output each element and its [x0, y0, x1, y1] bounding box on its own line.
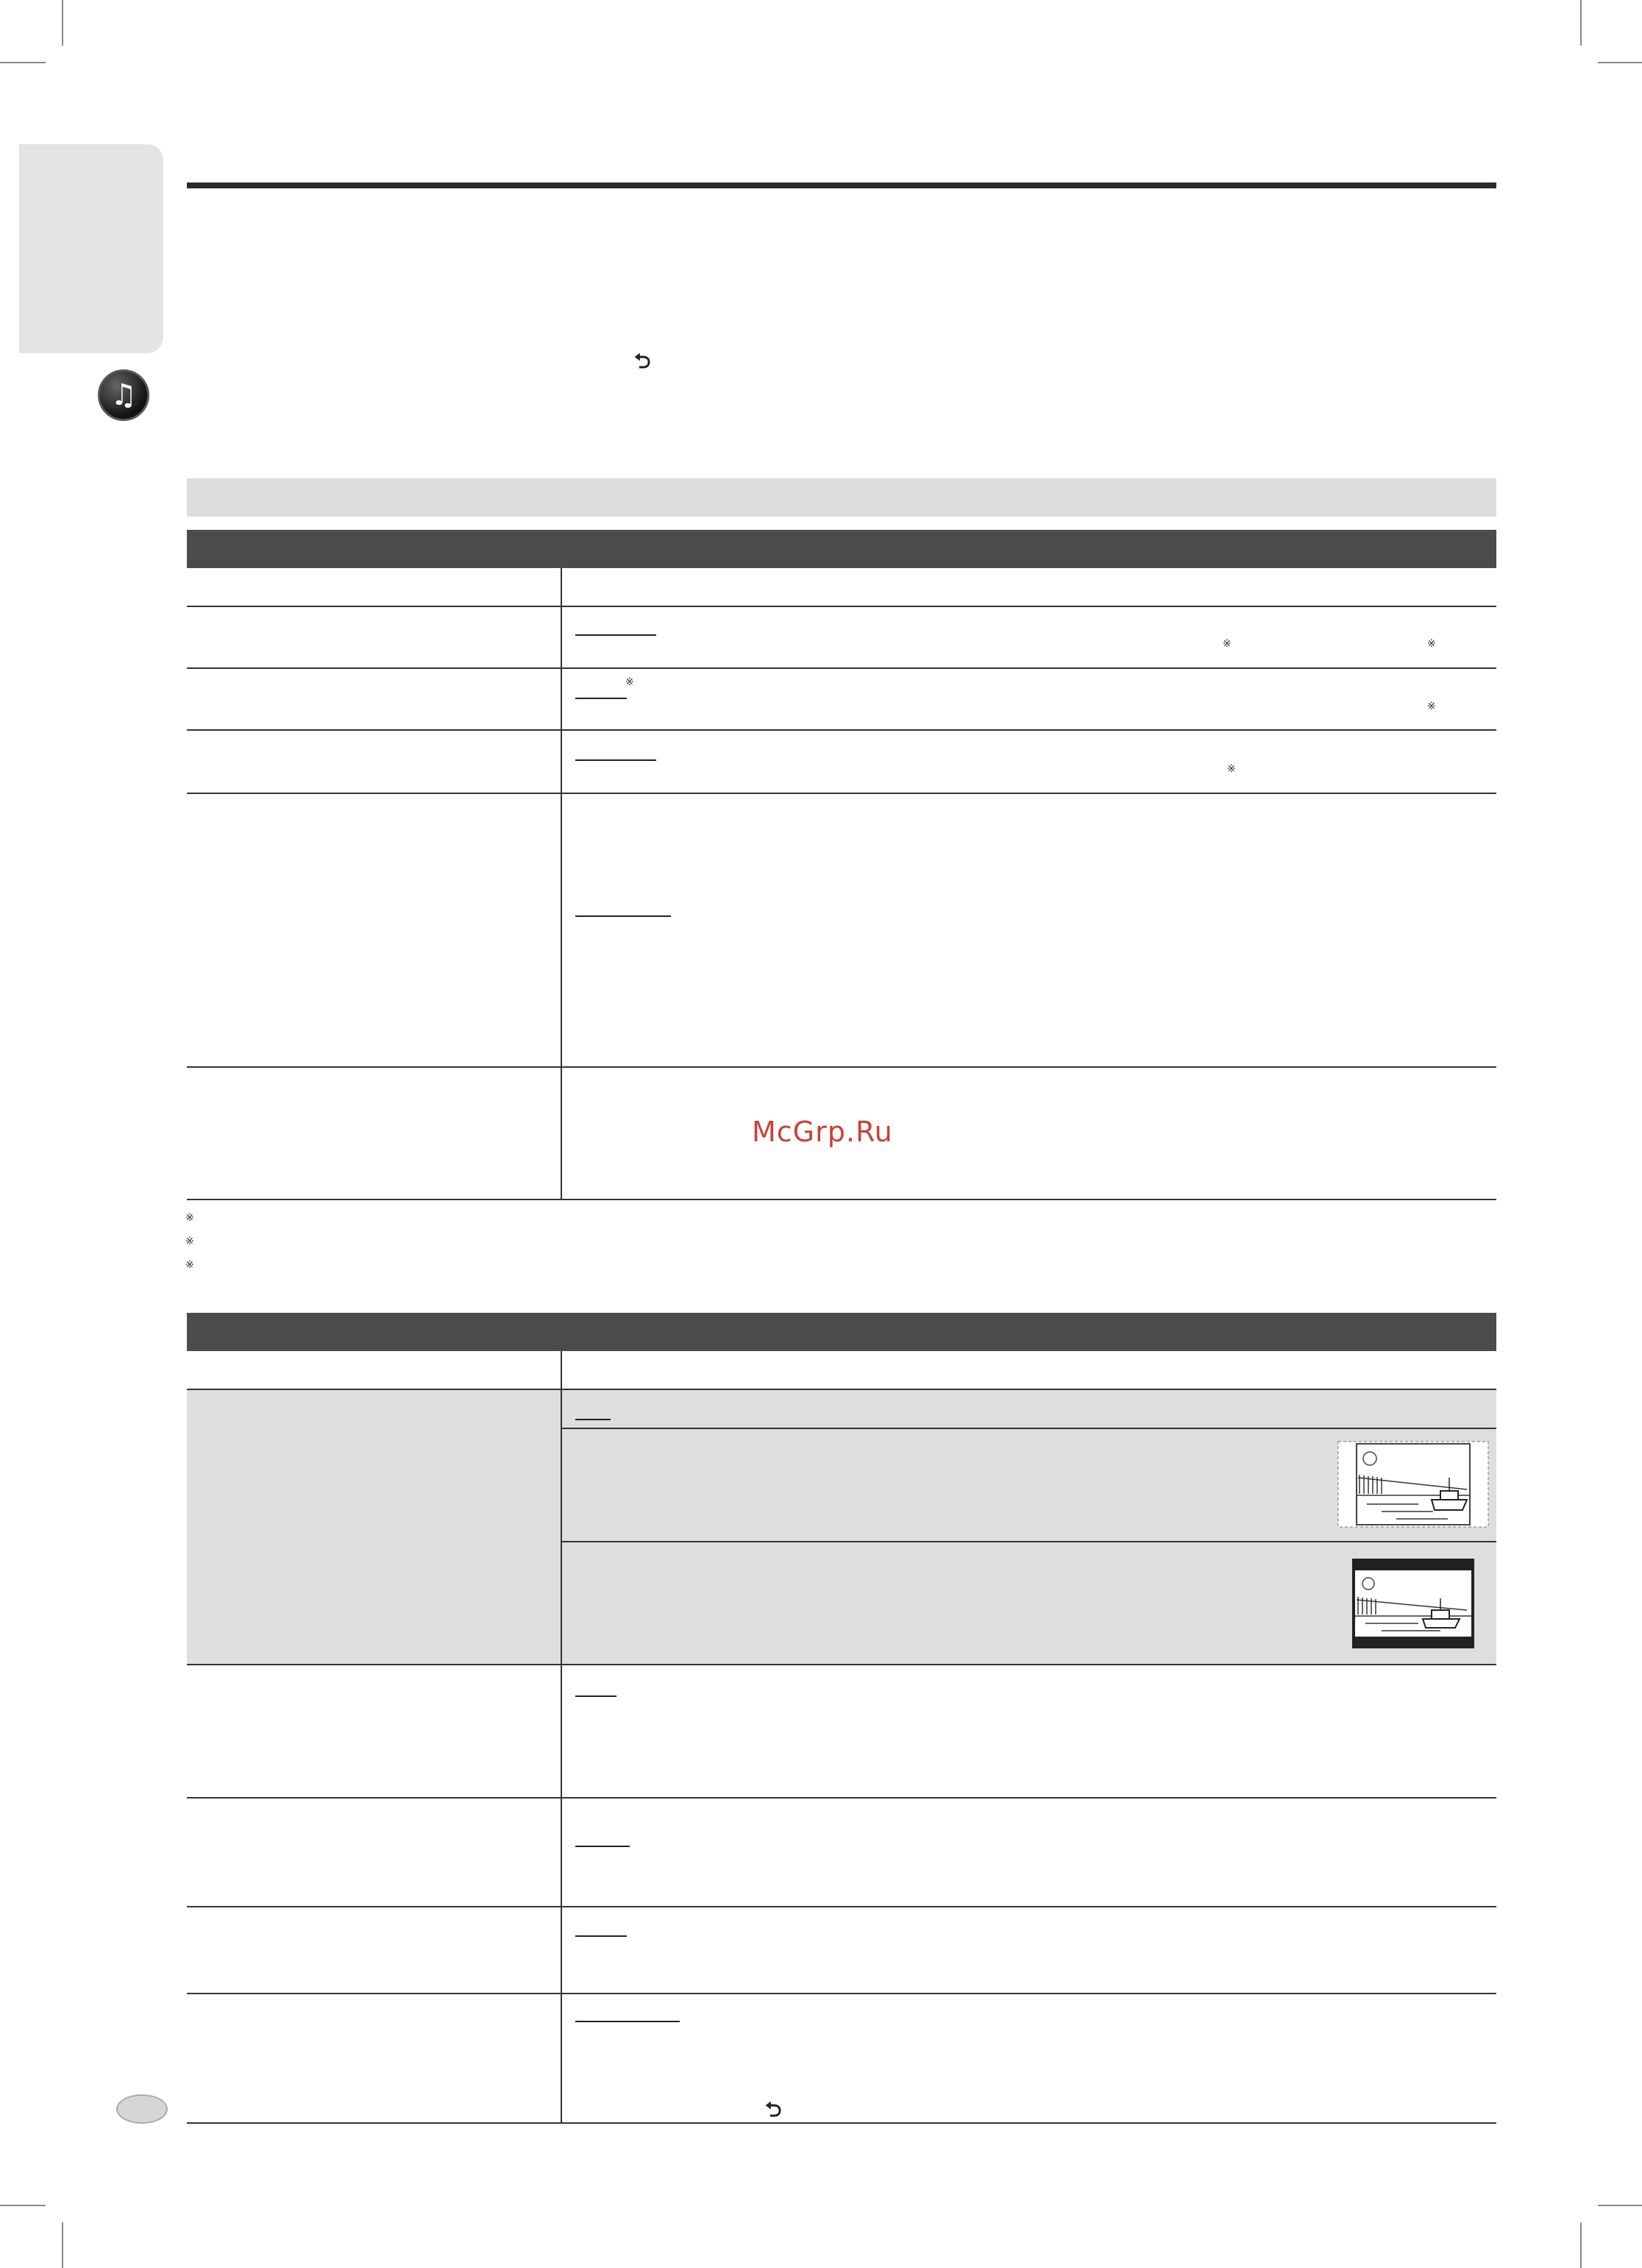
table-1-row-line — [187, 793, 1496, 794]
default-marker — [575, 1846, 630, 1847]
default-marker — [575, 1419, 611, 1420]
crop-mark-top-right-v — [1580, 0, 1582, 46]
table-1-row-line — [187, 1066, 1496, 1068]
section-band — [187, 478, 1496, 517]
table-2-shaded-left-cell — [187, 1390, 561, 1664]
crop-mark-top-left-v — [62, 0, 63, 46]
table-1-row-line — [187, 667, 1496, 669]
footnote-star: ※ — [1227, 763, 1236, 775]
crop-mark-bottom-right-v — [1580, 2222, 1582, 2268]
chapter-side-tab — [19, 144, 163, 353]
table-2-subline — [562, 1541, 1496, 1542]
table-1-row-line — [187, 1199, 1496, 1200]
music-note-icon — [98, 369, 149, 421]
watermark: McGrp.Ru — [752, 1116, 893, 1148]
table-2-row-line — [187, 2122, 1496, 2124]
table-1-row-line — [187, 729, 1496, 731]
return-glyph: ⮌ — [634, 349, 651, 373]
default-marker — [575, 759, 656, 761]
table-2-divider — [561, 1351, 562, 2124]
default-marker — [575, 634, 656, 636]
footnote-star: ※ — [185, 1212, 194, 1224]
default-marker — [575, 1935, 627, 1937]
music-note-glyph: ♫ — [110, 378, 137, 412]
footnote-star: ※ — [1223, 638, 1232, 650]
page-number-oval — [116, 2094, 168, 2124]
crop-mark-top-right-h — [1598, 62, 1642, 63]
title-rule — [187, 182, 1496, 188]
return-glyph: ⮌ — [765, 2097, 782, 2122]
footnote-star: ※ — [185, 1236, 194, 1247]
table-2-row-line — [187, 1664, 1496, 1665]
default-marker — [575, 915, 671, 917]
footnote-star: ※ — [1427, 701, 1436, 712]
footnote-star: ※ — [625, 676, 634, 688]
crop-mark-bottom-left-h — [0, 2205, 46, 2206]
aspect-letterbox-thumbnail — [1352, 1559, 1474, 1648]
footnote-star: ※ — [185, 1259, 194, 1271]
crop-mark-bottom-right-h — [1598, 2205, 1642, 2206]
table-2-subline — [562, 1428, 1496, 1429]
table-2-header — [187, 1313, 1496, 1351]
default-marker — [575, 698, 627, 699]
crop-mark-top-left-h — [0, 62, 46, 63]
crop-mark-bottom-left-v — [62, 2222, 63, 2268]
footnote-star: ※ — [1427, 638, 1436, 650]
aspect-pan-scan-thumbnail — [1337, 1441, 1489, 1528]
table-1-header — [187, 530, 1496, 568]
table-1-row-line — [187, 606, 1496, 607]
table-2-row-line — [187, 1797, 1496, 1799]
table-1-divider — [561, 568, 562, 1199]
default-marker — [575, 2021, 680, 2022]
return-arrow-icon — [634, 346, 650, 381]
table-2-row-line — [187, 1906, 1496, 1907]
table-2-row-line — [187, 1993, 1496, 1994]
default-marker — [575, 1695, 616, 1697]
return-arrow-icon — [765, 2094, 781, 2130]
table-2-row-line — [187, 1389, 1496, 1390]
